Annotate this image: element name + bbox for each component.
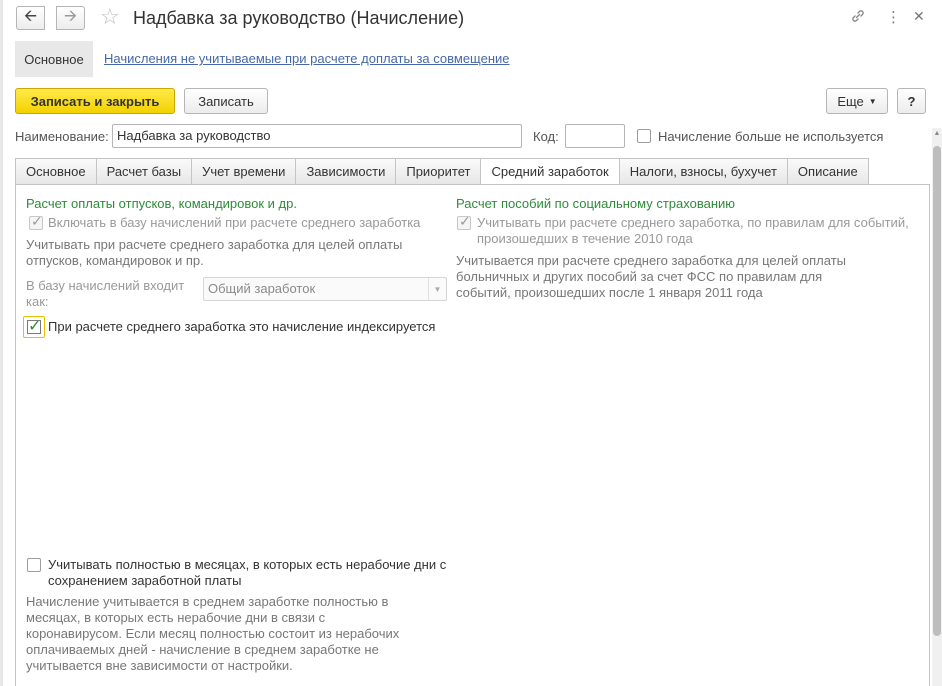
close-icon[interactable]: ✕: [913, 8, 925, 24]
save-button[interactable]: Записать: [184, 88, 268, 114]
base-type-select: [203, 277, 447, 301]
base-type-label-line2: как:: [26, 294, 49, 309]
tab-base-calc[interactable]: Расчет базы: [97, 158, 193, 185]
social-rules-label-line2: произошедших в течение 2010 года: [477, 231, 693, 246]
help-button[interactable]: ?: [897, 88, 926, 114]
more-button[interactable]: [826, 88, 888, 114]
name-input[interactable]: Надбавка за руководство: [112, 124, 522, 148]
tab-main[interactable]: Основное: [15, 158, 97, 185]
check-icon: ✓: [459, 213, 471, 229]
tab-priority[interactable]: Приоритет: [396, 158, 481, 185]
nonworking-label-line1: Учитывать полностью в месяцах, в которых есть нерабочие дни с: [48, 557, 447, 572]
nonworking-note-line1: Начисление учитывается в среднем заработке полностью в: [26, 594, 389, 609]
nonworking-note-line3: коронавирусом. Если месяц полностью состоит из нерабочих: [26, 626, 400, 641]
link-icon[interactable]: [850, 8, 866, 28]
social-note-line3: событий, произошедших после 1 января 2011 года: [456, 285, 763, 300]
back-button[interactable]: [16, 6, 45, 30]
social-heading: Расчет пособий по социальному страхованию: [456, 196, 736, 211]
vertical-scrollbar[interactable]: [932, 128, 942, 686]
include-note-line2: отпусков, командировок и пр.: [26, 253, 204, 268]
indexed-checkbox[interactable]: [23, 316, 45, 338]
arrow-right-icon: 🡪: [64, 7, 77, 25]
check-icon: ✓: [28, 318, 42, 335]
base-type-value: Общий заработок: [208, 281, 316, 296]
not-used-label: Начисление больше не используется: [658, 129, 884, 144]
tab-bar: [15, 158, 869, 185]
tab-dependencies[interactable]: Зависимости: [296, 158, 396, 185]
social-rules-checkbox: [457, 213, 471, 230]
section-main[interactable]: Основное: [15, 41, 93, 77]
scroll-up-icon[interactable]: ▲: [933, 130, 941, 137]
code-input[interactable]: [565, 124, 625, 148]
tab-taxes[interactable]: Налоги, взносы, бухучет: [620, 158, 788, 185]
code-label: Код:: [533, 129, 559, 144]
chevron-down-icon: ▼: [428, 278, 446, 300]
window-left-edge: [0, 0, 3, 686]
indexed-label: При расчете среднего заработка это начисление индексируется: [48, 319, 436, 334]
nonworking-note-line4: оплачиваемых дней - начисление в среднем заработке не: [26, 642, 379, 657]
nonworking-note-line5: учитывается вне зависимости от настройки.: [26, 658, 293, 673]
scroll-thumb[interactable]: [933, 146, 941, 636]
tab-average-earnings[interactable]: Средний заработок: [481, 158, 619, 185]
arrow-left-icon: 🡨: [24, 7, 37, 25]
window-title: Надбавка за руководство (Начисление): [133, 8, 465, 28]
social-note-line1: Учитывается при расчете среднего заработка для целей оплаты: [456, 253, 846, 268]
vacation-heading: Расчет оплаты отпусков, командировок и др.: [26, 196, 297, 211]
include-base-label: Включать в базу начислений при расчете среднего заработка: [48, 215, 421, 230]
save-and-close-button[interactable]: Записать и закрыть: [15, 88, 175, 114]
check-icon: ✓: [31, 213, 43, 229]
include-note-line1: Учитывать при расчете среднего заработка для целей оплаты: [26, 237, 403, 252]
base-type-label-line1: В базу начислений входит: [26, 278, 185, 293]
section-link-not-accounted[interactable]: Начисления не учитываемые при расчете доплаты за совмещение: [104, 51, 510, 66]
forward-button[interactable]: [56, 6, 85, 30]
not-used-checkbox[interactable]: [637, 129, 651, 143]
nonworking-note-line2: месяцах, в которых есть нерабочие дни в связи с: [26, 610, 326, 625]
tab-description[interactable]: Описание: [788, 158, 869, 185]
more-button-label: Еще: [837, 93, 864, 109]
more-vertical-icon[interactable]: ⋮: [886, 9, 901, 26]
tab-time-accounting[interactable]: Учет времени: [192, 158, 296, 185]
caret-down-icon: ▼: [868, 96, 877, 106]
nonworking-days-checkbox[interactable]: [27, 558, 41, 572]
social-rules-label-line1: Учитывать при расчете среднего заработка, по правилам для событий,: [477, 215, 909, 230]
social-note-line2: больничных и других пособий за счет ФСС по правилам для: [456, 269, 823, 284]
nonworking-label-line2: сохранением заработной платы: [48, 573, 242, 588]
star-icon[interactable]: ☆: [100, 4, 120, 29]
include-base-checkbox: [29, 213, 43, 230]
name-label: Наименование:: [15, 129, 109, 144]
